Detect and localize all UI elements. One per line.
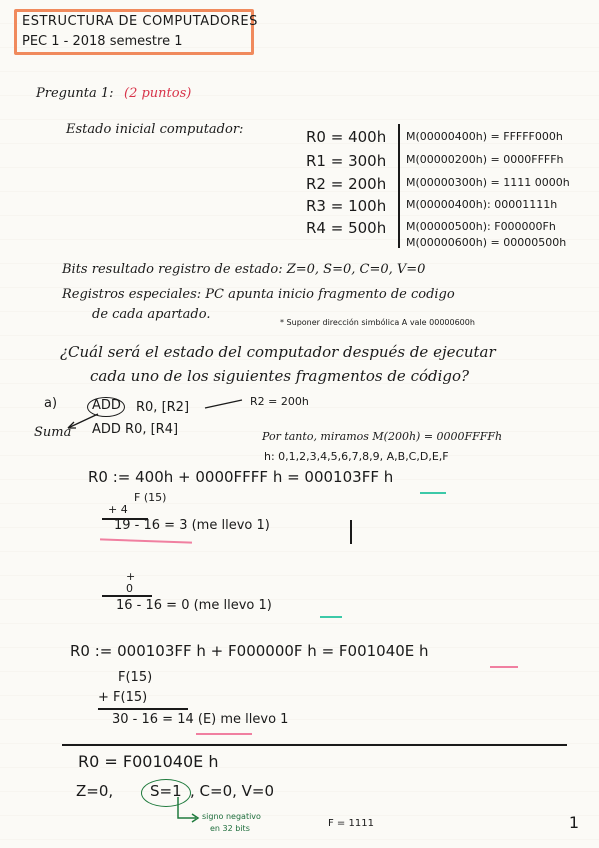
teal-underline-1 xyxy=(420,492,446,494)
pink-underline-2 xyxy=(490,666,518,668)
instruction-1-args: R0, [R2] xyxy=(136,400,190,415)
memory-line-2: M(00000200h) = 0000FFFFh xyxy=(406,153,564,166)
memory-line-4: M(00000400h): 00001111h xyxy=(406,198,558,211)
r2-note: R2 = 200h xyxy=(250,395,309,408)
hex-digits: h: 0,1,2,3,4,5,6,7,8,9, A,B,C,D,E,F xyxy=(264,450,449,463)
step1-result: 19 - 16 = 3 (me llevo 1) xyxy=(114,518,270,533)
step1-bar xyxy=(350,520,352,544)
special-registers-line-2: de cada apartado. xyxy=(92,307,211,322)
result-flags-rest: , C=0, V=0 xyxy=(190,782,275,800)
calc-line-1: R0 := 400h + 0000FFFF h = 000103FF h xyxy=(88,468,394,486)
symbolic-address-note: * Suponer dirección simbólica A vale 00000600h xyxy=(280,318,475,327)
register-r3: R3 = 100h xyxy=(306,197,387,215)
initial-state-label: Estado inicial computador: xyxy=(66,122,244,137)
signo-note-1: signo negativo xyxy=(202,812,261,821)
question-points: (2 puntos) xyxy=(124,86,192,101)
memory-line-3: M(00000300h) = 1111 0000h xyxy=(406,176,570,189)
register-r2: R2 = 200h xyxy=(306,175,387,193)
pink-underline-3 xyxy=(196,733,252,735)
step2-line xyxy=(102,595,152,597)
instruction-2: ADD R0, [R4] xyxy=(92,422,179,437)
step3-f: F(15) xyxy=(118,670,153,685)
step2-result: 16 - 16 = 0 (me llevo 1) xyxy=(116,598,272,613)
suma-label: Suma xyxy=(34,425,72,440)
calc-line-2: R0 := 000103FF h + F000000F h = F001040E h xyxy=(70,642,429,660)
step3-line xyxy=(98,708,188,710)
step1-f: F (15) xyxy=(134,491,167,504)
question-text-line-2: cada uno de los siguientes fragmentos de código? xyxy=(90,367,470,385)
header-subtitle: PEC 1 - 2018 semestre 1 xyxy=(22,34,183,49)
memory-line-5: M(00000500h): F000000Fh xyxy=(406,220,556,233)
step2-plus: + xyxy=(126,570,136,583)
result-flag-z: Z=0, xyxy=(76,782,114,800)
section-divider xyxy=(62,744,567,746)
special-registers-line-1: Registros especiales: PC apunta inicio fragmento de codigo xyxy=(62,287,455,302)
result-flag-s: S=1 xyxy=(150,782,182,800)
instruction-1-op: ADD xyxy=(92,398,121,413)
step3-plus: + F(15) xyxy=(98,690,148,705)
f-binary-note: F = 1111 xyxy=(328,818,374,829)
register-r4: R4 = 500h xyxy=(306,219,387,237)
register-r1: R1 = 300h xyxy=(306,152,387,170)
step2-zero: 0 xyxy=(126,582,133,595)
register-r0: R0 = 400h xyxy=(306,128,387,146)
question-text-line-1: ¿Cuál será el estado del computador después de ejecutar xyxy=(60,343,496,361)
header-title: ESTRUCTURA DE COMPUTADORES xyxy=(22,14,258,29)
part-a-label: a) xyxy=(44,396,58,411)
flags-line: Bits resultado registro de estado: Z=0, S=0, C=0, V=0 xyxy=(62,262,426,277)
result-r0: R0 = F001040E h xyxy=(78,752,219,771)
step1-plus: + 4 xyxy=(108,503,128,516)
memory-line-6: M(00000600h) = 00000500h xyxy=(406,236,567,249)
page-number: 1 xyxy=(568,813,579,832)
teal-underline-2 xyxy=(320,616,342,618)
por-tanto-note: Por tanto, miramos M(200h) = 0000FFFFh xyxy=(262,430,503,443)
memory-line-1: M(00000400h) = FFFFF000h xyxy=(406,130,563,143)
signo-note-2: en 32 bits xyxy=(210,824,250,833)
question-label: Pregunta 1: xyxy=(36,86,114,101)
step3-result: 30 - 16 = 14 (E) me llevo 1 xyxy=(112,712,289,727)
